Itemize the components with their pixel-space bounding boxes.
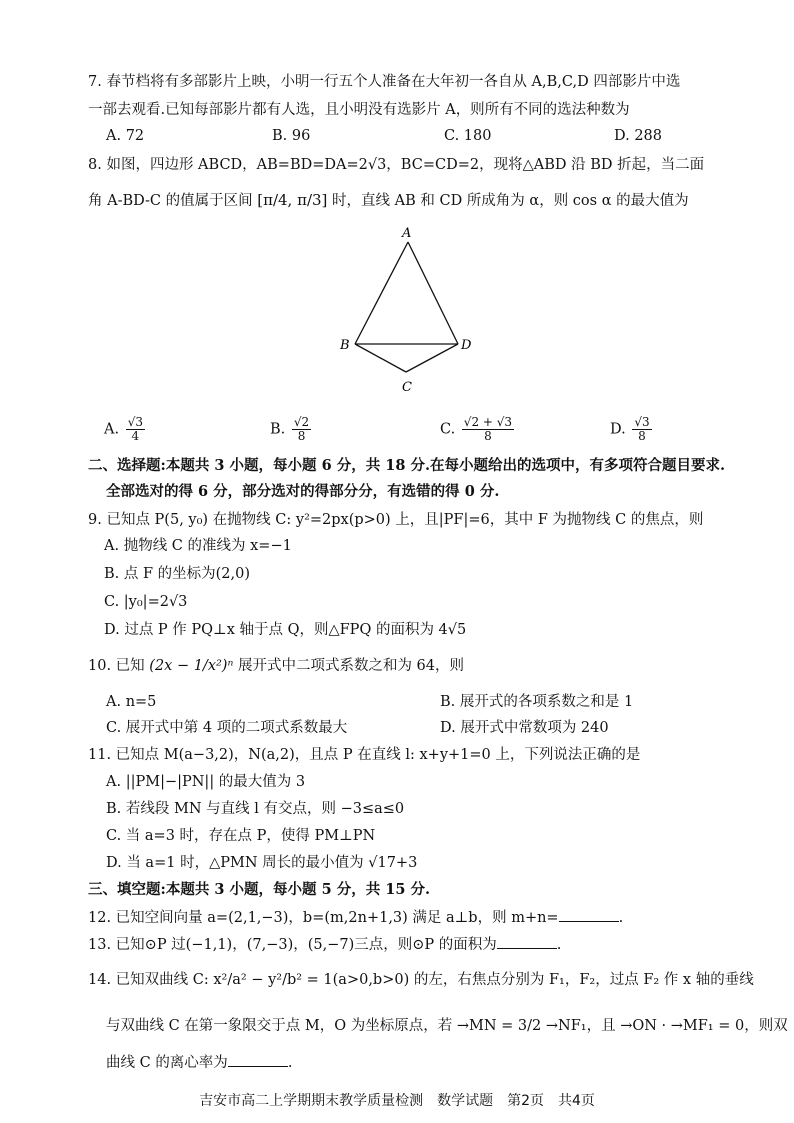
section3-heading: 三、填空题:本题共 3 小题，每小题 5 分，共 15 分. <box>88 881 431 898</box>
edge-bc <box>355 344 406 372</box>
label-a: A <box>402 226 412 241</box>
q14-line2: 与双曲线 C 在第一象限交于点 M，O 为坐标原点，若 →MN = 3/2 →NF₁，且 →ON · →MF₁ = 0，则双 <box>106 1018 788 1034</box>
q12-answer-blank[interactable] <box>559 907 619 922</box>
q11-option-a: A. ||PM|−|PN|| 的最大值为 3 <box>106 774 306 790</box>
label-d: D <box>461 338 472 353</box>
q8-option-c: C. $\frac{√2 + √3}{8}$ <box>440 415 513 443</box>
q11-option-b: B. 若线段 MN 与直线 l 有交点，则 −3≤a≤0 <box>106 801 405 817</box>
q7-option-d: D. 288 <box>614 128 663 144</box>
q7-option-c: C. 180 <box>444 128 492 144</box>
q8-line2-pre: 角 A-BD-C 的值属于区间 <box>88 193 253 209</box>
q8-line1: 8. 如图，四边形 ABCD，AB=BD=DA=2√3，BC=CD=2，现将△ABD 沿 BD 折起，当二面 <box>88 157 705 173</box>
q8-interval: [π/4, π/3] <box>257 191 328 209</box>
q10-stem: 10. 已知 (2x − 1/x²)ⁿ 展开式中二项式系数之和为 64，则 <box>88 658 465 674</box>
q14-answer-blank[interactable] <box>228 1052 288 1067</box>
q9-option-c: C. |y₀|=2√3 <box>104 594 188 610</box>
q9-stem: 9. 已知点 P(5, y₀) 在抛物线 C: y²=2px(p>0) 上，且|PF|=6，其中 F 为抛物线 C 的焦点，则 <box>88 512 704 528</box>
q10-option-b: B. 展开式的各项系数之和是 1 <box>440 694 634 710</box>
q8-option-b: B. $\frac{√2}{8}$ <box>270 415 310 443</box>
q8-option-d: D. $\frac{√3}{8}$ <box>610 415 650 443</box>
q7-option-b: B. 96 <box>272 128 311 144</box>
q8-option-a: A. $\frac{√3}{4}$ <box>104 415 143 443</box>
q14-line3: 曲线 C 的离心率为 . <box>106 1052 292 1073</box>
q14-line1: 14. 已知双曲线 C: x²/a² − y²/b² = 1(a>0,b>0) 的左，右焦点分别为 F₁，F₂，过点 F₂ 作 x 轴的垂线 <box>88 972 754 988</box>
edge-cd <box>406 344 458 372</box>
q7-line1: 7. 春节档将有多部影片上映，小明一行五个人准备在大年初一各自从 A,B,C,D 四部影片中选 <box>88 74 681 90</box>
q13-answer-blank[interactable] <box>497 934 557 949</box>
section2-heading: 二、选择题:本题共 3 小题，每小题 6 分，共 18 分.在每小题给出的选项中，有多项符合题目要求. <box>88 457 726 474</box>
q7-line2: 一部去观看.已知每部影片都有人选，且小明没有选影片 A，则所有不同的选法种数为 <box>88 102 630 118</box>
q10-option-a: A. n=5 <box>106 694 157 710</box>
q11-option-c: C. 当 a=3 时，存在点 P，使得 PM⊥PN <box>106 828 376 844</box>
q10-option-c: C. 展开式中第 4 项的二项式系数最大 <box>106 720 348 736</box>
q9-option-d: D. 过点 P 作 PQ⊥x 轴于点 Q，则△FPQ 的面积为 4√5 <box>104 622 467 638</box>
q10-option-d: D. 展开式中常数项为 240 <box>440 720 609 736</box>
q11-stem: 11. 已知点 M(a−3,2)，N(a,2)，且点 P 在直线 l: x+y+1=0 上，下列说法正确的是 <box>88 747 641 763</box>
q8-figure <box>330 222 490 407</box>
edge-ab <box>355 242 408 344</box>
q8-line2-post: 时，直线 AB 和 CD 所成角为 α，则 cos α 的最大值为 <box>332 193 689 209</box>
q7-option-a: A. 72 <box>106 128 145 144</box>
q12: 12. 已知空间向量 a=(2,1,−3)，b=(m,2n+1,3) 满足 a⊥b，则 m+n= . <box>88 907 623 928</box>
q13: 13. 已知⊙P 过(−1,1)，(7,−3)，(5,−7)三点，则⊙P 的面积为 . <box>88 934 561 955</box>
q11-option-d: D. 当 a=1 时，△PMN 周长的最小值为 √17+3 <box>106 855 418 871</box>
q9-option-a: A. 抛物线 C 的准线为 x=−1 <box>104 538 292 554</box>
section2-note: 全部选对的得 6 分，部分选对的得部分分，有选错的得 0 分. <box>106 483 500 500</box>
q9-option-b: B. 点 F 的坐标为(2,0) <box>104 566 251 582</box>
label-b: B <box>340 338 350 353</box>
edge-ad <box>408 242 458 344</box>
q8-line2 <box>88 190 689 211</box>
page-footer: 吉安市高二上学期期末教学质量检测 数学试题 第2页 共4页 <box>199 1093 595 1109</box>
label-c: C <box>402 380 412 395</box>
q10-expression: (2x − 1/x²)ⁿ <box>149 658 234 674</box>
